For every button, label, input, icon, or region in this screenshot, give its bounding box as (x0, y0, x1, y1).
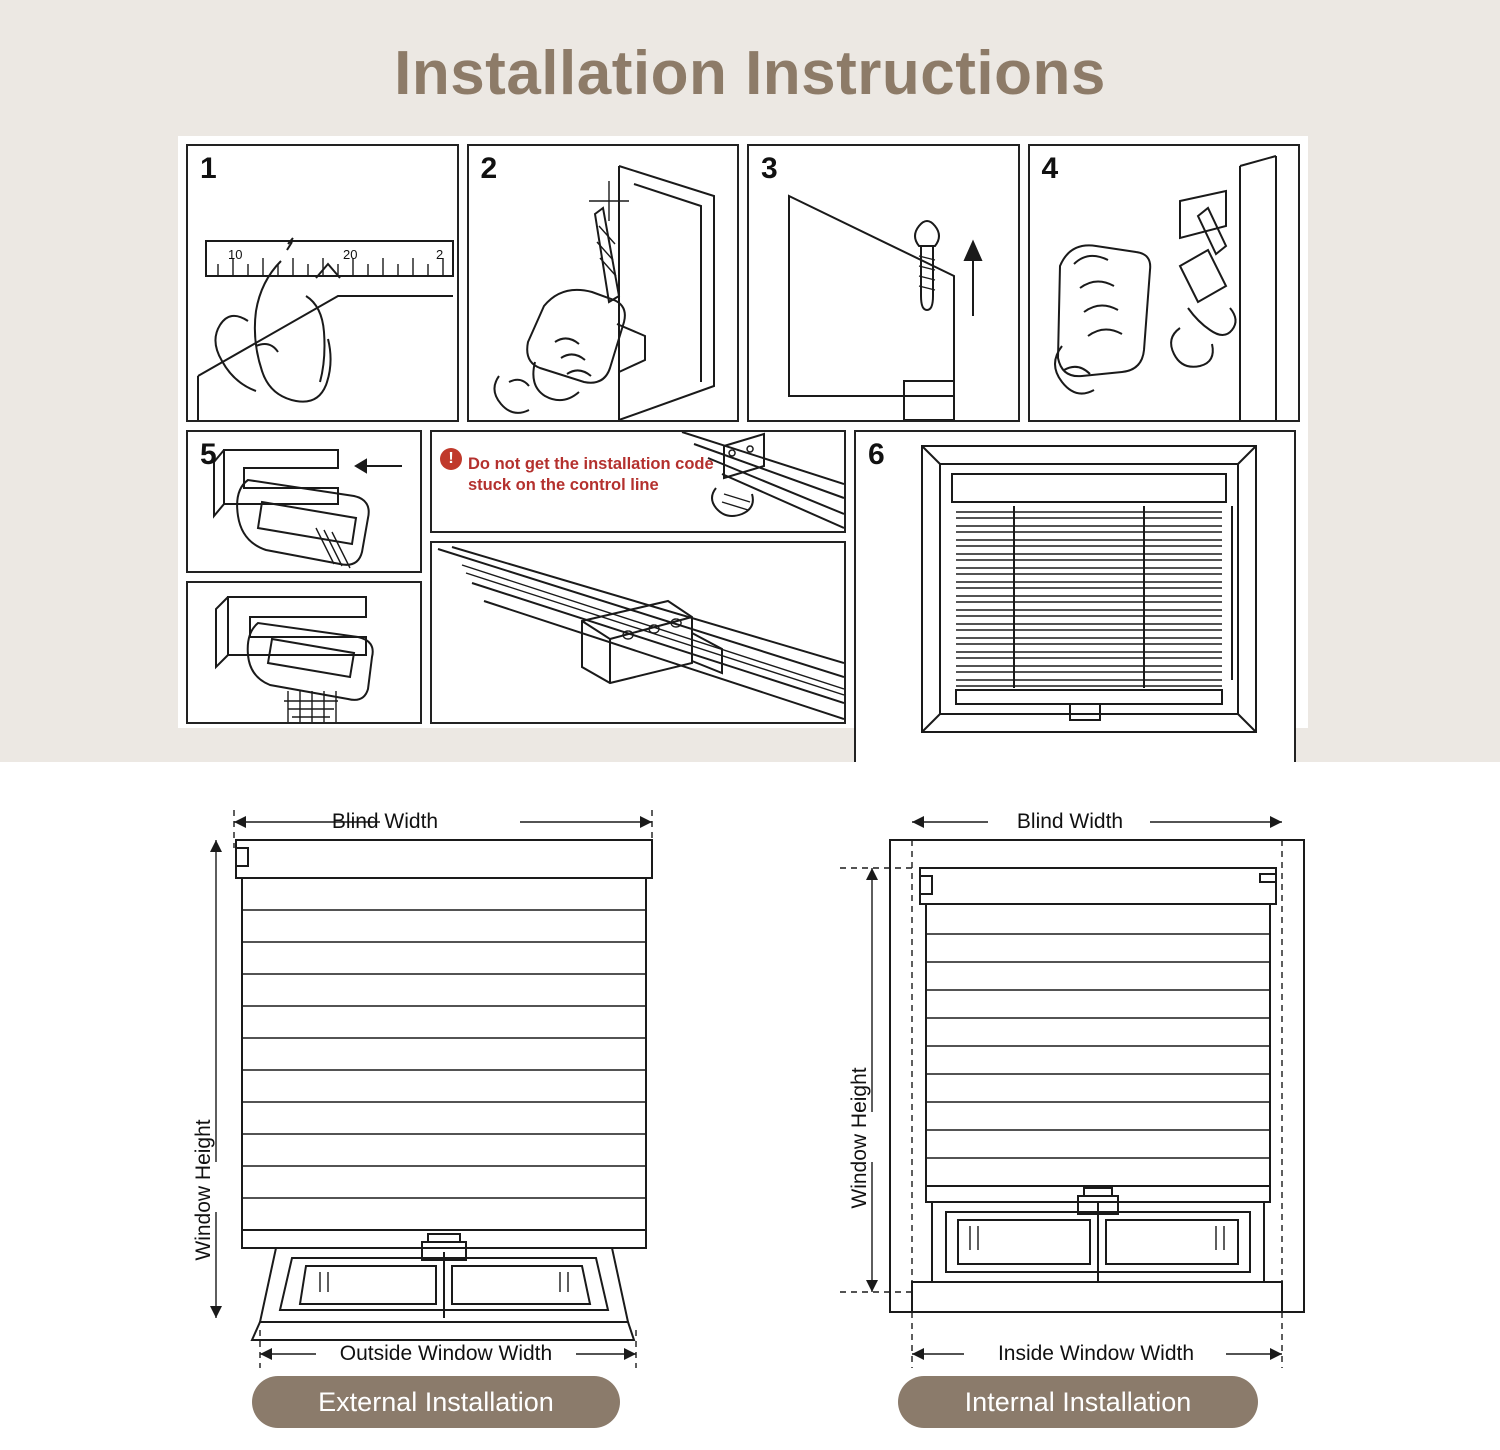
step-number: 4 (1041, 152, 1059, 185)
steps-row-1 (186, 144, 1300, 422)
step-5-bracket-bottom (186, 581, 422, 724)
step-6-illustration (856, 432, 1294, 762)
step-5-illustration-top (188, 432, 420, 571)
step-4-illustration (1030, 146, 1300, 420)
svg-text:20: 20 (343, 247, 358, 262)
internal-diagram-svg (760, 782, 1480, 1382)
steps-board (178, 136, 1308, 728)
rail-clip-illustration (432, 543, 844, 722)
internal-installation-diagram (760, 782, 1480, 1382)
svg-text:10: 10 (228, 247, 243, 262)
step-3-illustration (749, 146, 1019, 420)
step-1-illustration (188, 146, 458, 420)
warning-icon: ! (440, 448, 462, 470)
internal-installation-caption: Internal Installation (898, 1376, 1258, 1428)
step-5-bracket-top (186, 430, 422, 573)
step-number: 6 (868, 438, 885, 471)
label-window-height: Window Height (192, 1119, 215, 1261)
step-4-screw (1028, 144, 1301, 422)
label-blind-width: Blind Width (1016, 810, 1124, 833)
label-window-width: Inside Window Width (997, 1342, 1195, 1365)
step-2-drill (467, 144, 740, 422)
warning-panel (430, 430, 846, 533)
warning-text (468, 454, 738, 495)
step-2-illustration (469, 146, 739, 420)
rail-clip-detail (430, 541, 846, 724)
external-installation-diagram (20, 782, 740, 1382)
step-6-finished (854, 430, 1296, 764)
step-number: 3 (761, 152, 778, 185)
label-window-width: Outside Window Width (339, 1342, 553, 1365)
step-number: 2 (480, 152, 498, 185)
step-number: 5 (200, 438, 217, 471)
measurement-panel (0, 762, 1500, 1450)
label-blind-width: Blind Width (331, 810, 439, 833)
page-title: Installation Instructions (394, 39, 1106, 108)
steps-row-2 (186, 430, 1300, 764)
label-window-height: Window Height (848, 1067, 871, 1209)
step-5-illustration-bottom (188, 583, 420, 722)
svg-text:2: 2 (436, 247, 444, 262)
external-diagram-svg (20, 782, 740, 1382)
warning-line-1: Do not get the installation code (468, 455, 714, 473)
step-number: 1 (200, 152, 217, 185)
step-3-anchor (747, 144, 1020, 422)
warning-line-2: stuck on the control line (468, 475, 659, 494)
external-installation-caption: External Installation (252, 1376, 620, 1428)
step-1-measure (186, 144, 459, 422)
